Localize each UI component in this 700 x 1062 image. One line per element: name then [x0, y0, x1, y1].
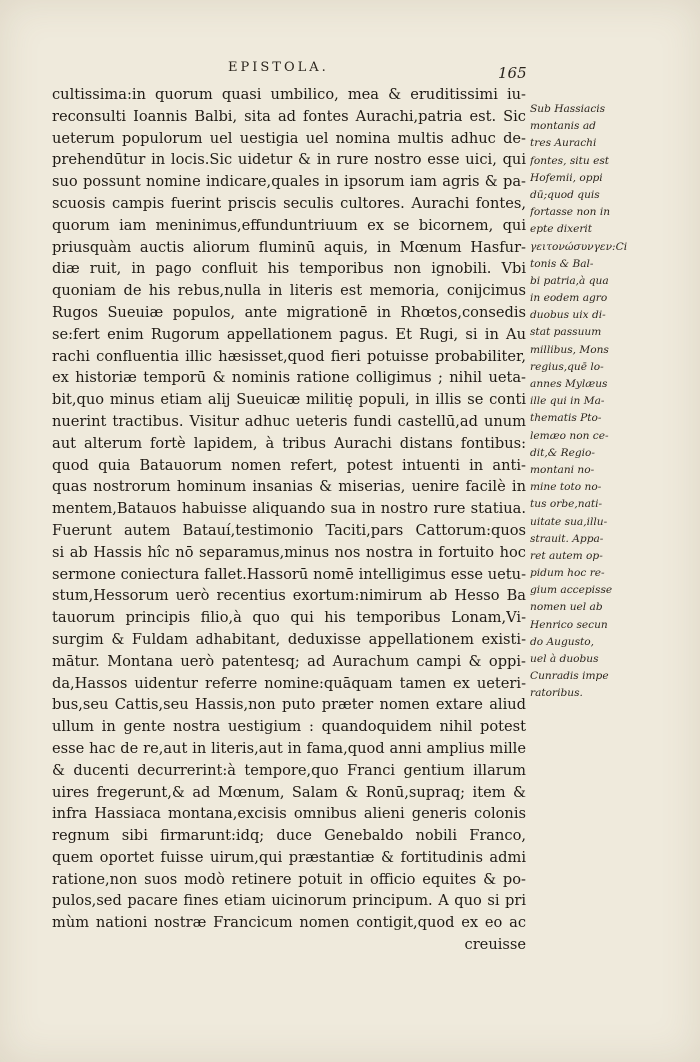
margin-note-line: lemæo non ce- — [530, 429, 609, 442]
text-line: si ab Hassis hîc nō separamus,minus nos nostra in fortuito hoc — [52, 543, 526, 561]
text-line: tauorum principis filio,à quo qui his temporibus Lonam,Vi- — [52, 609, 526, 627]
margin-note-line: mine toto no- — [530, 481, 602, 494]
text-line: suo possunt nomine indicare,quales in ipsorum iam agris & pa- — [52, 173, 526, 191]
margin-note-line: montanis ad — [530, 120, 596, 133]
margin-note-line: epte dixerit — [530, 223, 593, 236]
text-line: surgim & Fuldam adhabitant, deduxisse appellationem existi- — [52, 630, 526, 648]
margin-note-line: duobus uix di- — [530, 309, 606, 322]
margin-note-line: pidum hoc re- — [530, 567, 605, 580]
text-line: scuosis campis fuerint priscis seculis cultores. Aurachi fontes, — [52, 194, 526, 212]
margin-note-line: uel à duobus — [530, 653, 599, 665]
margin-note-line: γειτονώσυνγεν:Ci — [530, 240, 628, 253]
text-line: Fuerunt autem Batauí,testimonio Taciti,pars Cattorum:quos — [52, 521, 526, 539]
margin-note-line: stat passuum — [530, 326, 602, 339]
margin-note-line: bi patria,à qua — [530, 274, 609, 287]
text-line: creuisse — [464, 936, 526, 954]
margin-note-line: fontes, situ est — [530, 154, 610, 167]
margin-note-line: tonis & Bal- — [530, 257, 594, 270]
text-line: uires fregerunt,& ad Mœnum, Salam & Ronū,supraq; item & — [52, 783, 526, 801]
text-line: bus,seu Cattis,seu Hassis,non puto præter nomen extare aliud — [52, 696, 526, 714]
margin-note-line: in eodem agro — [530, 292, 608, 305]
text-line: prehendūtur in locis.Sic uidetur & in rure nostro esse uici, qui — [52, 151, 526, 169]
text-line: ueterum populorum uel uestigia uel nomina multis adhuc de- — [52, 129, 526, 147]
margin-note-line: fortasse non in — [530, 206, 611, 219]
margin-note-line: montani no- — [530, 463, 595, 476]
text-line: quem oportet fuisse uirum,qui præstantiæ & fortitudinis admi — [52, 848, 526, 866]
text-line: infra Hassiaca montana,excisis omnibus alieni generis colonis — [52, 805, 526, 823]
text-line: stum,Hessorum uerò recentius exortum:nimirum ab Hesso Ba — [52, 587, 526, 605]
text-line: quoniam de his rebus,nulla in literis est memoria, conijcimus — [52, 282, 526, 300]
text-line: & ducenti decurrerint:à tempore,quo Franci gentium illarum — [52, 761, 526, 779]
margin-note-line: ratoribus. — [530, 687, 583, 700]
margin-note-line: strauit. Appa- — [530, 532, 604, 545]
margin-note-line: tus orbe,nati- — [530, 498, 603, 511]
text-line: pulos,sed pacare fines etiam uicinorum principum. A quo si pri — [52, 892, 526, 910]
text-line: quorum iam meninimus,effunduntriuum ex se bicornem, qui — [52, 216, 526, 234]
marginal-notes — [530, 101, 638, 703]
margin-note-line: nomen uel ab — [530, 601, 603, 614]
page-number: 165 — [498, 64, 527, 82]
text-line: regnum sibi firmarunt:idq; duce Genebaldo nobili Franco, — [52, 827, 526, 845]
text-line: cultissima:in quorum quasi umbilico, mea & eruditissimi iu- — [52, 86, 526, 103]
text-line: quod quia Batauorum nomen refert, potest intuenti in anti- — [52, 456, 526, 474]
margin-note-line: dit,& Regio- — [530, 446, 595, 459]
margin-note-line: Hofemii, oppi — [530, 171, 603, 184]
text-line: esse hac de re,aut in literis,aut in fama,quod anni amplius mille — [52, 739, 526, 757]
margin-note-line: regius,quē lo- — [530, 360, 604, 373]
running-head: EPISTOLA. — [228, 60, 329, 75]
margin-note-line: annes Mylæus — [530, 378, 608, 390]
text-line: diæ ruit, in pago confluit his temporibus non ignobili. Vbi — [52, 260, 526, 278]
margin-note-line: thematis Pto- — [530, 412, 602, 425]
margin-note-line: gium accepisse — [530, 584, 613, 597]
text-line: quas nostrorum hominum insanias & miserias, uenire facilè in — [52, 478, 526, 496]
text-line: reconsulti Ioannis Balbi, sita ad fontes Aurachi,patria est. Sic — [52, 107, 526, 125]
text-line: rachi confluentia illic hæsisset,quod fieri potuisse probabiliter, — [52, 347, 526, 365]
margin-note-line: dū;quod quis — [530, 188, 600, 201]
text-line: ex historiæ temporū & nominis ratione colligimus ; nihil ueta- — [52, 369, 526, 387]
text-line: mentem,Batauos habuisse aliquando sua in nostro rure statiua. — [52, 500, 526, 518]
margin-note-line: ret autem op- — [530, 549, 603, 562]
margin-note-line: Henrico secun — [530, 618, 608, 631]
text-line: sermone coniectura fallet.Hassorū nomē intelligimus esse uetu- — [52, 565, 526, 583]
text-line: mātur. Montana uerò patentesq; ad Aurachum campi & oppi- — [52, 652, 526, 670]
margin-note-line: millibus, Mons — [530, 343, 609, 356]
main-text-block — [52, 84, 526, 956]
margin-note-line: Sub Hassiacis — [530, 103, 606, 115]
text-line: mùm nationi nostræ Francicum nomen contigit,quod ex eo ac — [52, 914, 526, 932]
margin-note-line: ille qui in Ma- — [530, 395, 605, 408]
text-line: priusquàm auctis aliorum fluminū aquis, in Mœnum Hasfur- — [52, 238, 526, 256]
text-line: aut alterum fortè lapidem, à tribus Aurachi distans fontibus: — [52, 434, 526, 452]
text-line: se:fert enim Rugorum appellationem pagus. Et Rugi, si in Au — [52, 325, 526, 343]
margin-note-line: do Augusto, — [530, 635, 595, 648]
margin-note-line: tres Aurachi — [530, 137, 597, 150]
text-line: nuerint tractibus. Visitur adhuc ueteris fundi castellū,ad unum — [52, 412, 526, 430]
margin-note-line: uitate sua,illu- — [530, 515, 608, 528]
text-line: ratione,non suos modò retinere potuit in officio equites & po- — [52, 870, 526, 888]
text-line: bit,quo minus etiam alij Sueuicæ militię populi, in illis se conti — [52, 391, 526, 409]
text-line: Rugos Sueuiæ populos, ante migrationē in Rhœtos,consedis — [52, 303, 526, 321]
text-line: da,Hassos uidentur referre nomine:quāquam tamen ex ueteri- — [52, 674, 526, 692]
text-line: ullum in gente nostra uestigium : quandoquidem nihil potest — [52, 718, 526, 736]
margin-note-line: Cunradis impe — [530, 670, 609, 683]
